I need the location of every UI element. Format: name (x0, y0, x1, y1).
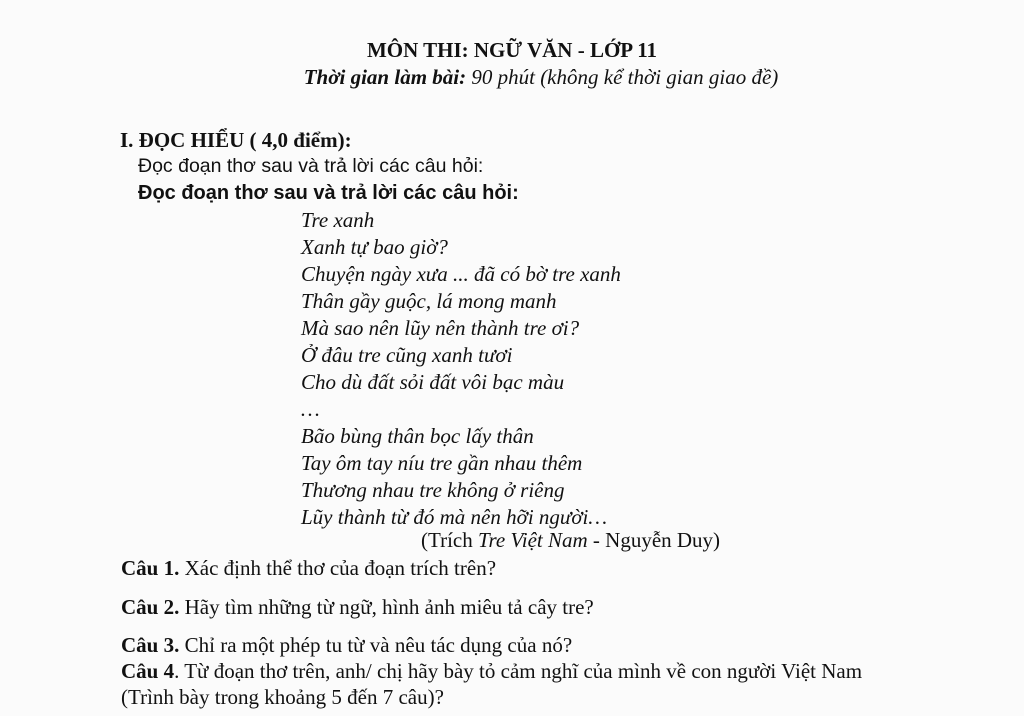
question-text: Chỉ ra một phép tu từ và nêu tác dụng của nó? (179, 633, 573, 657)
question-3 (121, 632, 572, 658)
question-text: Xác định thể thơ của đoạn trích trên? (179, 556, 497, 580)
citation-suffix: - Nguyễn Duy) (587, 528, 721, 552)
poem-line: Mà sao nên lũy nên thành tre ơi? (301, 316, 580, 340)
exam-title: MÔN THI: NGỮ VĂN - LỚP 11 (366, 38, 658, 62)
instruction-plain: Đọc đoạn thơ sau và trả lời các câu hỏi: (138, 155, 484, 177)
question-text: Hãy tìm những từ ngữ, hình ảnh miêu tả cây tre? (179, 595, 594, 619)
section-heading: I. ĐỌC HIỂU ( 4,0 điểm): (120, 128, 352, 152)
poem-line: Cho dù đất sỏi đất vôi bạc màu (301, 370, 565, 394)
citation-prefix: (Trích (421, 528, 478, 552)
question-4-continuation: (Trình bày trong khoảng 5 đến 7 câu)? (121, 685, 444, 709)
citation-work: Tre Việt Nam (477, 528, 588, 552)
poem-citation (421, 527, 720, 553)
poem-line: Bão bùng thân bọc lấy thân (301, 424, 534, 448)
question-2 (121, 594, 594, 620)
question-label: Câu 4 (121, 659, 175, 683)
poem-line: Thân gầy guộc, lá mong manh (301, 289, 557, 313)
poem-line: Chuyện ngày xưa ... đã có bờ tre xanh (301, 262, 621, 286)
time-value: 90 phút (không kể thời gian giao đề) (466, 65, 779, 89)
poem-line: Lũy thành từ đó mà nên hỡi người… (301, 505, 608, 529)
question-label: Câu 1. (121, 556, 180, 580)
poem-line: Tre xanh (301, 208, 375, 232)
time-label: Thời gian làm bài: (303, 65, 467, 89)
question-text: . Từ đoạn thơ trên, anh/ chị hãy bày tỏ cảm nghĩ của mình về con người Việt Nam (174, 659, 863, 683)
instruction-bold: Đọc đoạn thơ sau và trả lời các câu hỏi: (138, 182, 519, 204)
question-label: Câu 2. (121, 595, 180, 619)
poem-line: Ở đâu tre cũng xanh tươi (301, 343, 513, 367)
question-1 (121, 555, 496, 581)
question-4 (121, 658, 862, 684)
poem-line: Thương nhau tre không ở riêng (301, 478, 565, 502)
exam-time-info (0, 64, 1024, 90)
poem-line: Xanh tự bao giờ? (301, 235, 448, 259)
poem-ellipsis: … (301, 397, 320, 421)
poem-line: Tay ôm tay níu tre gần nhau thêm (301, 451, 583, 475)
question-label: Câu 3. (121, 633, 180, 657)
